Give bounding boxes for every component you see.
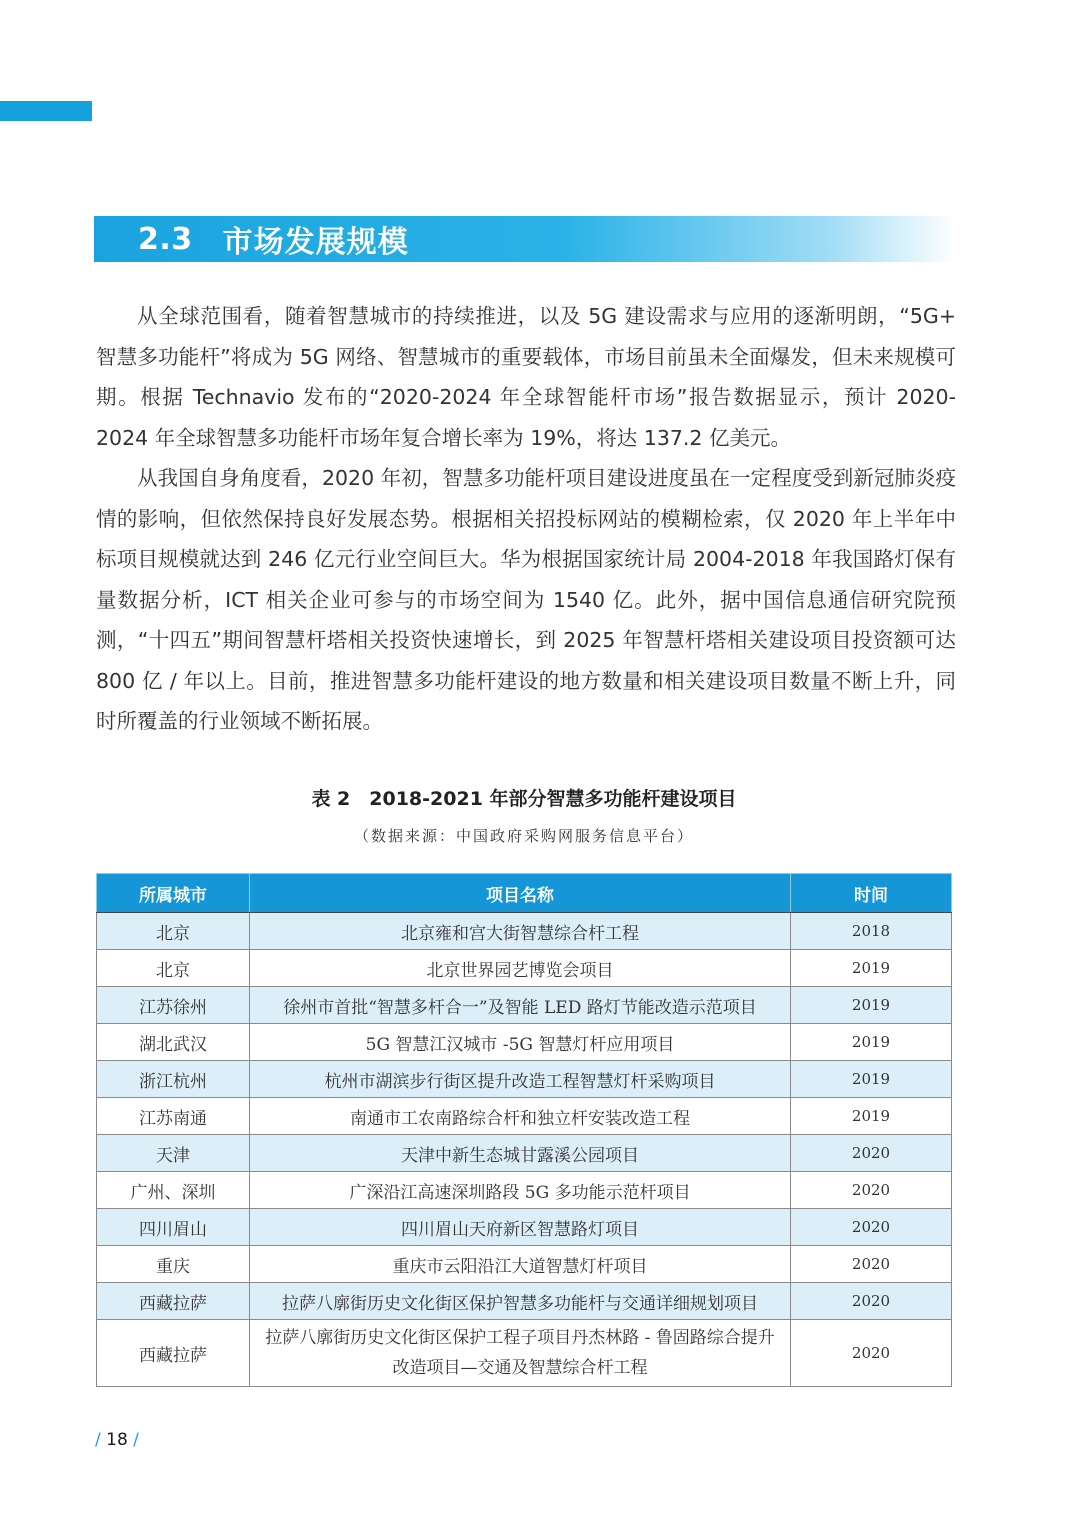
cell-project: 广深沿江高速深圳路段 5G 多功能示范杆项目: [250, 1172, 791, 1209]
table-row: [97, 1246, 952, 1283]
cell-city: 江苏徐州: [97, 987, 250, 1024]
header-year: 时间: [791, 874, 952, 913]
table-row: [97, 1320, 952, 1387]
cell-year: 2018: [791, 913, 952, 950]
cell-year: 2020: [791, 1172, 952, 1209]
section-title: 市场发展规模: [222, 225, 409, 260]
corner-accent-bar: [0, 101, 92, 121]
cell-city: 浙江杭州: [97, 1061, 250, 1098]
cell-project: 5G 智慧江汉城市 -5G 智慧灯杆应用项目: [250, 1024, 791, 1061]
table-caption: 表 2 2018-2021 年部分智慧多功能杆建设项目: [311, 788, 737, 810]
cell-project: 拉萨八廓街历史文化街区保护智慧多功能杆与交通详细规划项目: [250, 1283, 791, 1320]
page-number-slash-left: /: [95, 1430, 107, 1450]
cell-project: 四川眉山天府新区智慧路灯项目: [250, 1209, 791, 1246]
cell-year: 2019: [791, 987, 952, 1024]
table-row: [97, 987, 952, 1024]
table-header-row: [97, 874, 952, 913]
header-city: 所属城市: [97, 874, 250, 913]
paragraph-global-market: 从全球范围看，随着智慧城市的持续推进，以及 5G 建设需求与应用的逐渐明朗，“5G+ 智慧多功能杆”将成为 5G 网络、智慧城市的重要载体，市场目前虽未全面爆发，但未来规模可期。根据 Technavio 发布的“2020-2024 年全球智能杆市场”报告数据显示，预计 2020-2024 年全球智慧多功能杆市场年复合增长率为 19%，将达 137.2 亿美元。: [96, 304, 956, 450]
cell-city: 江苏南通: [97, 1098, 250, 1135]
table-source: （数据来源：中国政府采购网服务信息平台）: [353, 827, 694, 845]
cell-city: 广州、深圳: [97, 1172, 250, 1209]
section-header: [94, 216, 956, 262]
cell-project: 杭州市湖滨步行街区提升改造工程智慧灯杆采购项目: [250, 1061, 791, 1098]
page-number-value: 18: [106, 1430, 128, 1450]
cell-project: 徐州市首批“智慧多杆合一”及智能 LED 路灯节能改造示范项目: [250, 987, 791, 1024]
cell-year: 2020: [791, 1246, 952, 1283]
cell-year: 2019: [791, 1098, 952, 1135]
cell-year: 2020: [791, 1209, 952, 1246]
cell-city: 湖北武汉: [97, 1024, 250, 1061]
table-row: [97, 1209, 952, 1246]
cell-city: 西藏拉萨: [97, 1283, 250, 1320]
paragraph-domestic-market: 从我国自身角度看，2020 年初，智慧多功能杆项目建设进度虽在一定程度受到新冠肺炎疫情的影响，但依然保持良好发展态势。根据相关招投标网站的模糊检索，仅 2020 年上半年中标项目规模就达到 246 亿元行业空间巨大。华为根据国家统计局 2004-2018 年我国路灯保有量数据分析，ICT 相关企业可参与的市场空间为 1540 亿。此外，据中国信息通信研究院预测，“十四五”期间智慧杆塔相关投资快速增长，到 2025 年智慧杆塔相关建设项目投资额可达 800 亿 / 年以上。目前，推进智慧多功能杆建设的地方数量和相关建设项目数量不断上升，同时所覆盖的行业领域不断拓展。: [96, 466, 956, 733]
section-number: 2.3: [138, 221, 193, 257]
table-row: [97, 1283, 952, 1320]
table-row: [97, 1135, 952, 1172]
cell-city: 天津: [97, 1135, 250, 1172]
table-row: [97, 1172, 952, 1209]
cell-year: 2019: [791, 1061, 952, 1098]
cell-project: 天津中新生态城甘露溪公园项目: [250, 1135, 791, 1172]
cell-project: 北京雍和宫大街智慧综合杆工程: [250, 913, 791, 950]
cell-year: 2020: [791, 1135, 952, 1172]
cell-project: 拉萨八廓街历史文化街区保护工程子项目丹杰林路 - 鲁固路综合提升改造项目—交通及智慧综合杆工程: [250, 1320, 791, 1387]
cell-city: 北京: [97, 950, 250, 987]
cell-project: 南通市工农南路综合杆和独立杆安装改造工程: [250, 1098, 791, 1135]
body-text: [96, 296, 956, 742]
cell-city: 北京: [97, 913, 250, 950]
cell-city: 西藏拉萨: [97, 1320, 250, 1387]
table-row: [97, 913, 952, 950]
page-number-slash-right: /: [127, 1430, 139, 1450]
cell-city: 四川眉山: [97, 1209, 250, 1246]
page-number: [95, 1430, 139, 1450]
cell-year: 2019: [791, 950, 952, 987]
projects-table: [96, 873, 952, 1387]
header-project: 项目名称: [250, 874, 791, 913]
cell-year: 2019: [791, 1024, 952, 1061]
cell-year: 2020: [791, 1283, 952, 1320]
table-row: [97, 1098, 952, 1135]
cell-project: 北京世界园艺博览会项目: [250, 950, 791, 987]
cell-project: 重庆市云阳沿江大道智慧灯杆项目: [250, 1246, 791, 1283]
cell-year: 2020: [791, 1320, 952, 1387]
table-row: [97, 1061, 952, 1098]
table-row: [97, 1024, 952, 1061]
table-row: [97, 950, 952, 987]
cell-city: 重庆: [97, 1246, 250, 1283]
